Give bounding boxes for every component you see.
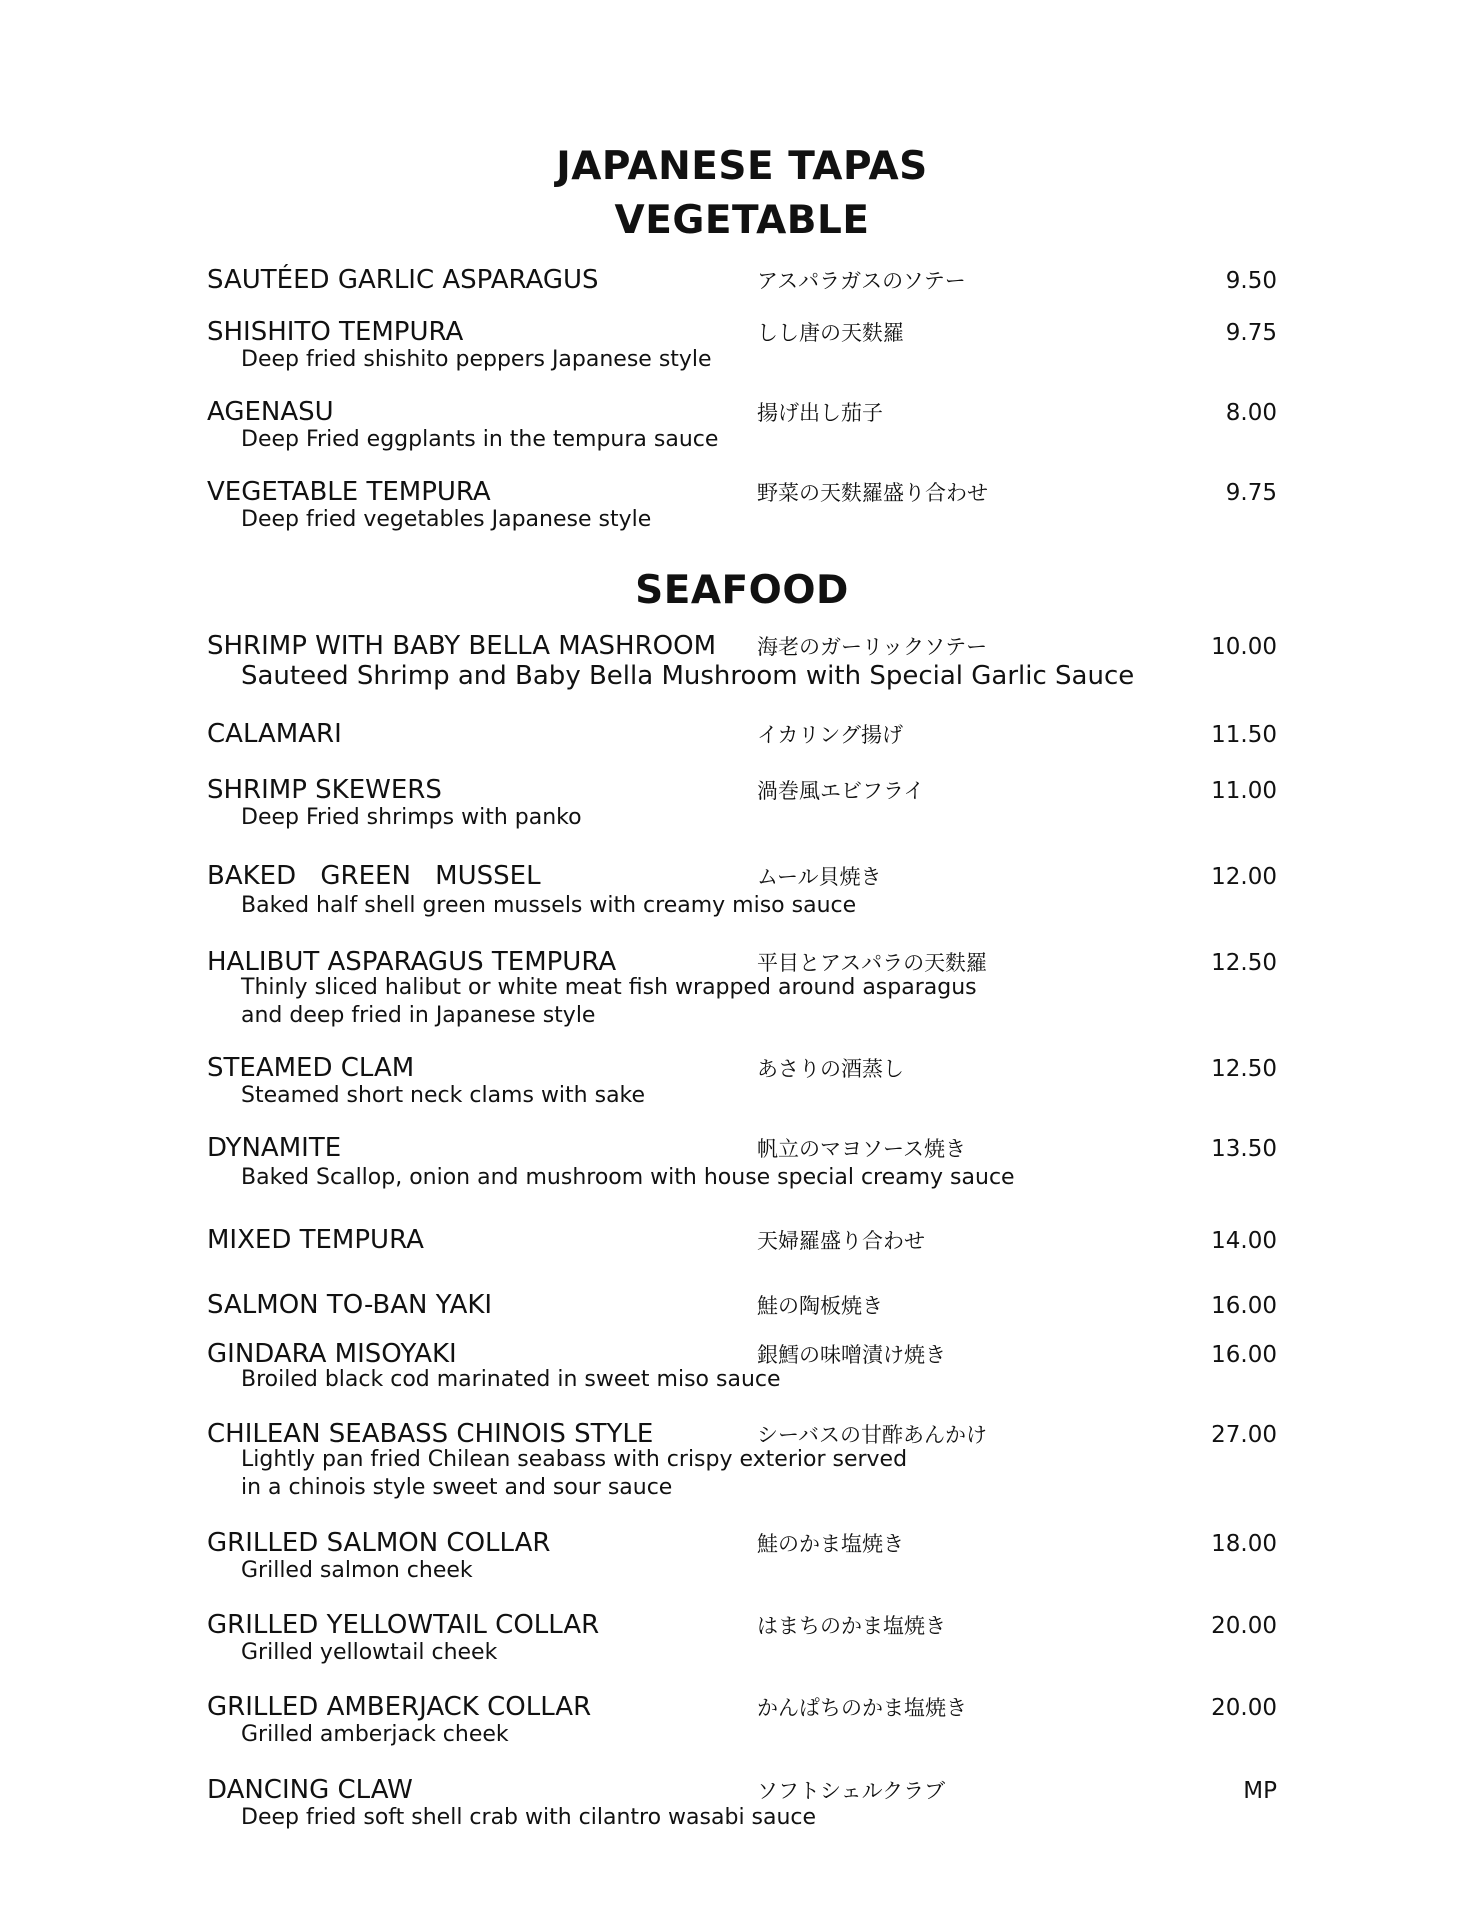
item-name: STEAMED CLAM — [207, 1053, 415, 1083]
menu-item — [207, 1338, 1277, 1428]
menu-item — [207, 1527, 1277, 1617]
item-price: 14.00 — [1211, 1228, 1277, 1254]
menu-item — [207, 860, 1277, 950]
item-description: Baked half shell green mussels with creamy miso sauce — [241, 893, 857, 918]
item-name: GRILLED SALMON COLLAR — [207, 1528, 551, 1558]
item-name: SAUTÉED GARLIC ASPARAGUS — [207, 265, 599, 295]
item-name: BAKED GREEN MUSSEL — [207, 861, 541, 891]
item-japanese-name: 天婦羅盛り合わせ — [757, 1229, 925, 1253]
item-description: Grilled yellowtail cheek — [241, 1640, 498, 1665]
menu-item — [207, 1774, 1277, 1864]
item-price: 9.75 — [1225, 480, 1277, 506]
item-price: 18.00 — [1211, 1531, 1277, 1557]
item-name: DANCING CLAW — [207, 1775, 413, 1805]
item-japanese-name: イカリング揚げ — [757, 723, 903, 747]
menu-item — [207, 396, 1277, 486]
menu-item — [207, 1418, 1277, 1508]
item-japanese-name: 海老のガーリックソテー — [757, 635, 988, 659]
menu-item — [207, 946, 1277, 1036]
menu-item — [207, 316, 1277, 406]
item-price: 10.00 — [1211, 634, 1277, 660]
item-name: HALIBUT ASPARAGUS TEMPURA — [207, 947, 617, 977]
item-description-line-2: and deep fried in Japanese style — [241, 1003, 596, 1028]
item-price: 16.00 — [1211, 1342, 1277, 1368]
item-name: SHISHITO TEMPURA — [207, 317, 464, 347]
item-price: 16.00 — [1211, 1293, 1277, 1319]
item-price: 9.50 — [1225, 268, 1277, 294]
item-price: 27.00 — [1211, 1422, 1277, 1448]
menu-item — [207, 1052, 1277, 1142]
item-japanese-name: 銀鱈の味噌漬け焼き — [757, 1343, 946, 1367]
item-price: 11.50 — [1211, 722, 1277, 748]
item-japanese-name: アスパラガスのソテー — [757, 269, 966, 293]
item-description: Deep fried shishito peppers Japanese style — [241, 347, 712, 372]
menu-title: JAPANESE TAPAS — [556, 144, 928, 189]
item-price: MP — [1243, 1778, 1277, 1804]
item-name: SHRIMP WITH BABY BELLA MASHROOM — [207, 631, 717, 661]
item-name: SHRIMP SKEWERS — [207, 775, 442, 805]
item-description: Deep fried soft shell crab with cilantro wasabi sauce — [241, 1805, 817, 1830]
item-japanese-name: 帆立のマヨソース焼き — [757, 1137, 966, 1161]
section-heading-seafood: SEAFOOD — [635, 568, 849, 613]
item-japanese-name: ソフトシェルクラブ — [757, 1779, 946, 1803]
menu-item — [207, 774, 1277, 864]
menu-item — [207, 1691, 1277, 1781]
item-description: Grilled amberjack cheek — [241, 1722, 509, 1747]
item-price: 13.50 — [1211, 1136, 1277, 1162]
item-japanese-name: かんぱちのかま塩焼き — [757, 1696, 967, 1720]
item-description: Broiled black cod marinated in sweet miso sauce — [241, 1367, 781, 1392]
item-name: GRILLED YELLOWTAIL COLLAR — [207, 1610, 600, 1640]
item-price: 20.00 — [1211, 1695, 1277, 1721]
menu-item — [207, 1132, 1277, 1222]
item-name: VEGETABLE TEMPURA — [207, 477, 491, 507]
item-description: Sauteed Shrimp and Baby Bella Mushroom with Special Garlic Sauce — [241, 661, 1135, 691]
item-japanese-name: 野菜の天麩羅盛り合わせ — [757, 481, 988, 505]
item-name: CHILEAN SEABASS CHINOIS STYLE — [207, 1419, 654, 1449]
menu-item — [207, 1609, 1277, 1699]
item-name: MIXED TEMPURA — [207, 1225, 424, 1255]
item-japanese-name: 揚げ出し茄子 — [757, 401, 883, 425]
item-description: Grilled salmon cheek — [241, 1558, 473, 1583]
item-description: Steamed short neck clams with sake — [241, 1083, 646, 1108]
item-japanese-name: はまちのかま塩焼き — [757, 1614, 946, 1638]
item-japanese-name: 鮭のかま塩焼き — [757, 1532, 904, 1556]
menu-item — [207, 630, 1277, 720]
menu-item — [207, 476, 1277, 566]
item-price: 12.00 — [1211, 864, 1277, 890]
item-japanese-name: あさりの酒蒸し — [757, 1057, 904, 1081]
item-name: AGENASU — [207, 397, 334, 427]
item-price: 11.00 — [1211, 778, 1277, 804]
item-name: SALMON TO-BAN YAKI — [207, 1290, 493, 1320]
item-price: 20.00 — [1211, 1613, 1277, 1639]
item-description: Deep fried vegetables Japanese style — [241, 507, 652, 532]
item-name: GINDARA MISOYAKI — [207, 1339, 457, 1369]
item-japanese-name: 渦巻風エビフライ — [757, 779, 925, 803]
item-description: Lightly pan fried Chilean seabass with crispy exterior served — [241, 1447, 908, 1472]
item-price: 9.75 — [1225, 320, 1277, 346]
item-price: 8.00 — [1225, 400, 1277, 426]
item-japanese-name: ムール貝焼き — [757, 865, 882, 889]
item-japanese-name: 鮭の陶板焼き — [757, 1294, 883, 1318]
item-description-line-2: in a chinois style sweet and sour sauce — [241, 1475, 673, 1500]
item-name: DYNAMITE — [207, 1133, 342, 1163]
item-price: 12.50 — [1211, 1056, 1277, 1082]
item-name: GRILLED AMBERJACK COLLAR — [207, 1692, 592, 1722]
item-japanese-name: 平目とアスパラの天麩羅 — [757, 951, 988, 975]
item-price: 12.50 — [1211, 950, 1277, 976]
item-description: Baked Scallop, onion and mushroom with house special creamy sauce — [241, 1165, 1015, 1190]
item-description: Deep Fried eggplants in the tempura sauce — [241, 427, 719, 452]
section-heading-vegetable: VEGETABLE — [614, 198, 870, 243]
item-description: Thinly sliced halibut or white meat fish wrapped around asparagus — [241, 975, 977, 1000]
item-japanese-name: シーバスの甘酢あんかけ — [757, 1423, 987, 1447]
item-description: Deep Fried shrimps with panko — [241, 805, 582, 830]
item-japanese-name: しし唐の天麩羅 — [757, 321, 904, 345]
item-name: CALAMARI — [207, 719, 342, 749]
